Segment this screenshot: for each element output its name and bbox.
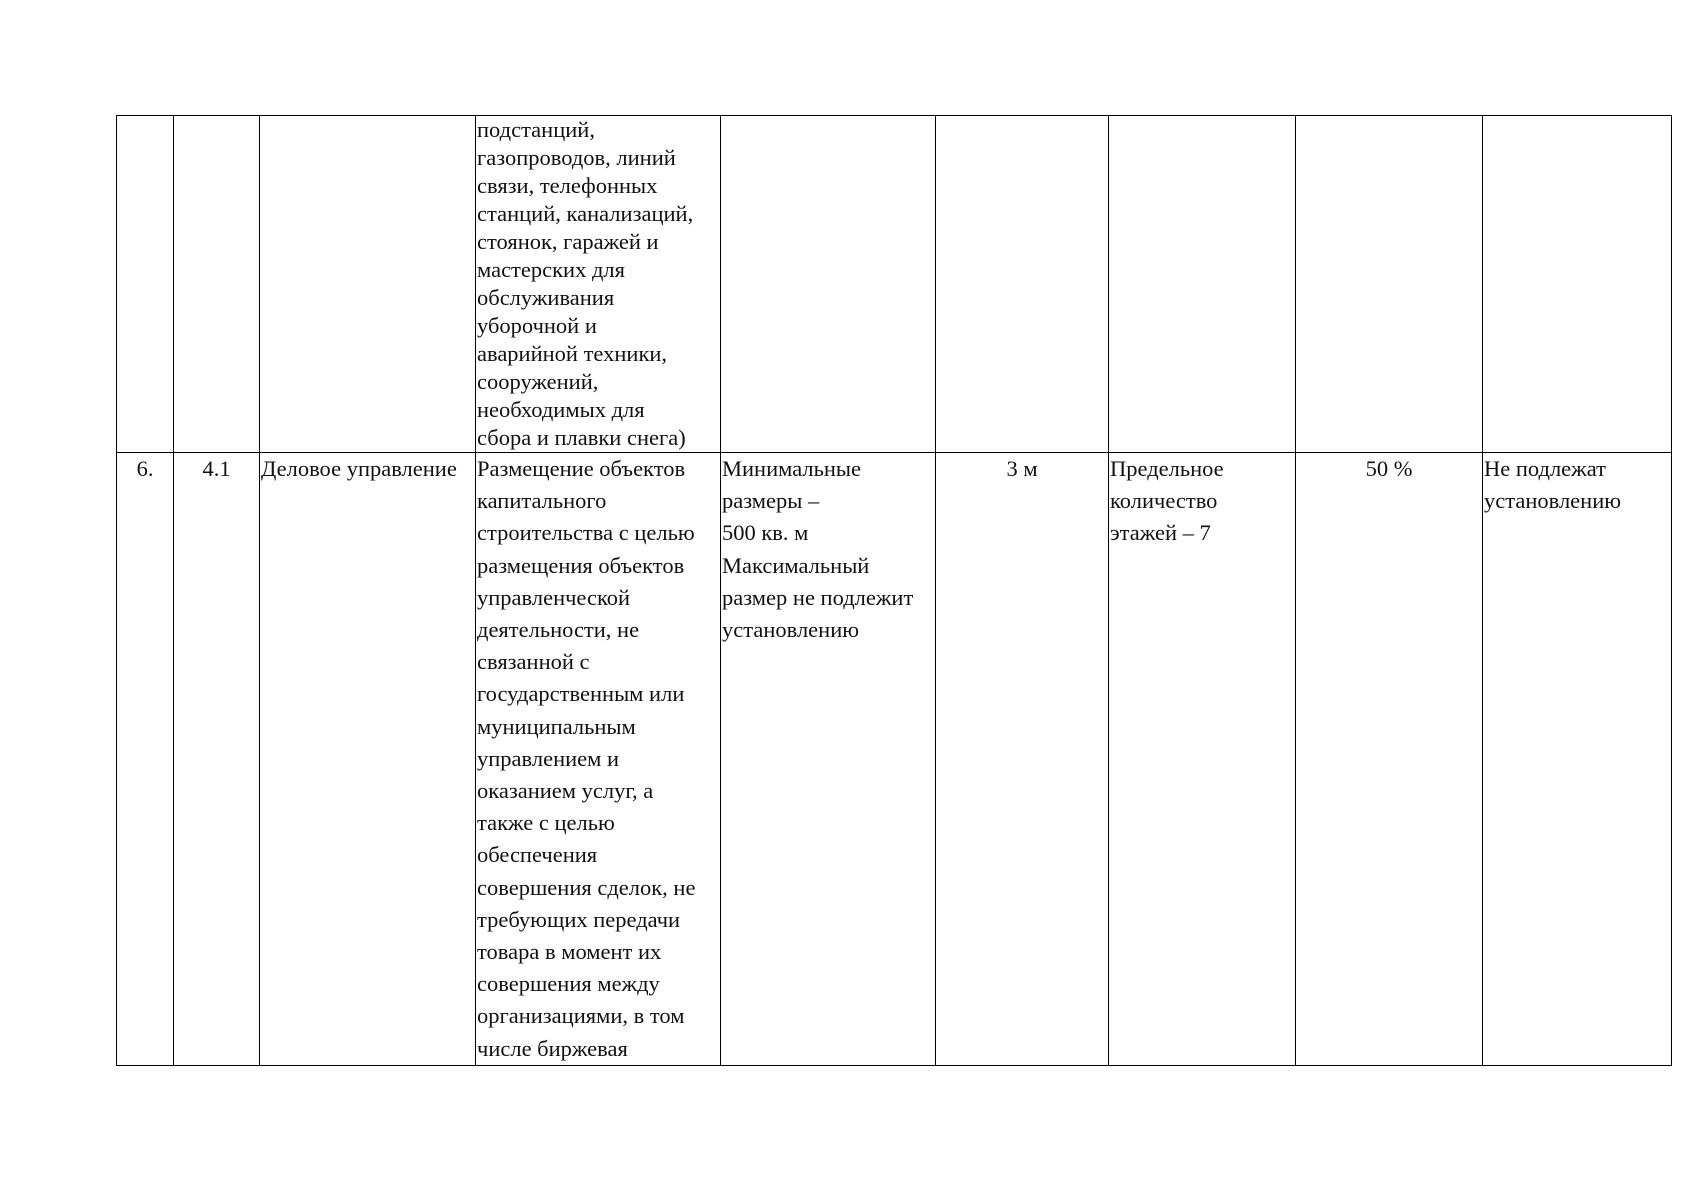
- cell-other: [1483, 116, 1672, 453]
- table-row-continuation: [117, 116, 1672, 453]
- cell-code: [174, 116, 260, 453]
- cell-description: подстанций, газопроводов, линий связи, телефонных станций, канализаций, стоянок, гаражей и мастерских для обслуживания уборочной и аварийной техники, сооружений, необходимых для сбора и плавки снега): [476, 116, 721, 453]
- cell-name: [260, 116, 476, 453]
- cell-setback: 3 м: [936, 453, 1109, 1066]
- cell-plot-size: Минимальные размеры – 500 кв. м Максимальный размер не подлежит установлению: [721, 453, 936, 1066]
- land-use-regulations-table: [116, 115, 1672, 1066]
- table-row: [117, 453, 1672, 1066]
- cell-description: Размещение объектов капитального строительства с целью размещения объектов управленческой деятельности, не связанной с государственным или муниципальным управлением и оказанием услуг, а также с целью обеспечения совершения сделок, не требующих передачи товара в момент их совершения между организациями, в том числе биржевая: [476, 453, 721, 1066]
- cell-plot-size: [721, 116, 936, 453]
- cell-floors: [1109, 116, 1296, 453]
- cell-coverage: [1296, 116, 1483, 453]
- cell-other: Не подлежат установлению: [1483, 453, 1672, 1066]
- cell-number: [117, 116, 174, 453]
- cell-code: 4.1: [174, 453, 260, 1066]
- cell-number: 6.: [117, 453, 174, 1066]
- cell-name: Деловое управление: [260, 453, 476, 1066]
- cell-coverage: 50 %: [1296, 453, 1483, 1066]
- cell-setback: [936, 116, 1109, 453]
- cell-floors: Предельное количество этажей – 7: [1109, 453, 1296, 1066]
